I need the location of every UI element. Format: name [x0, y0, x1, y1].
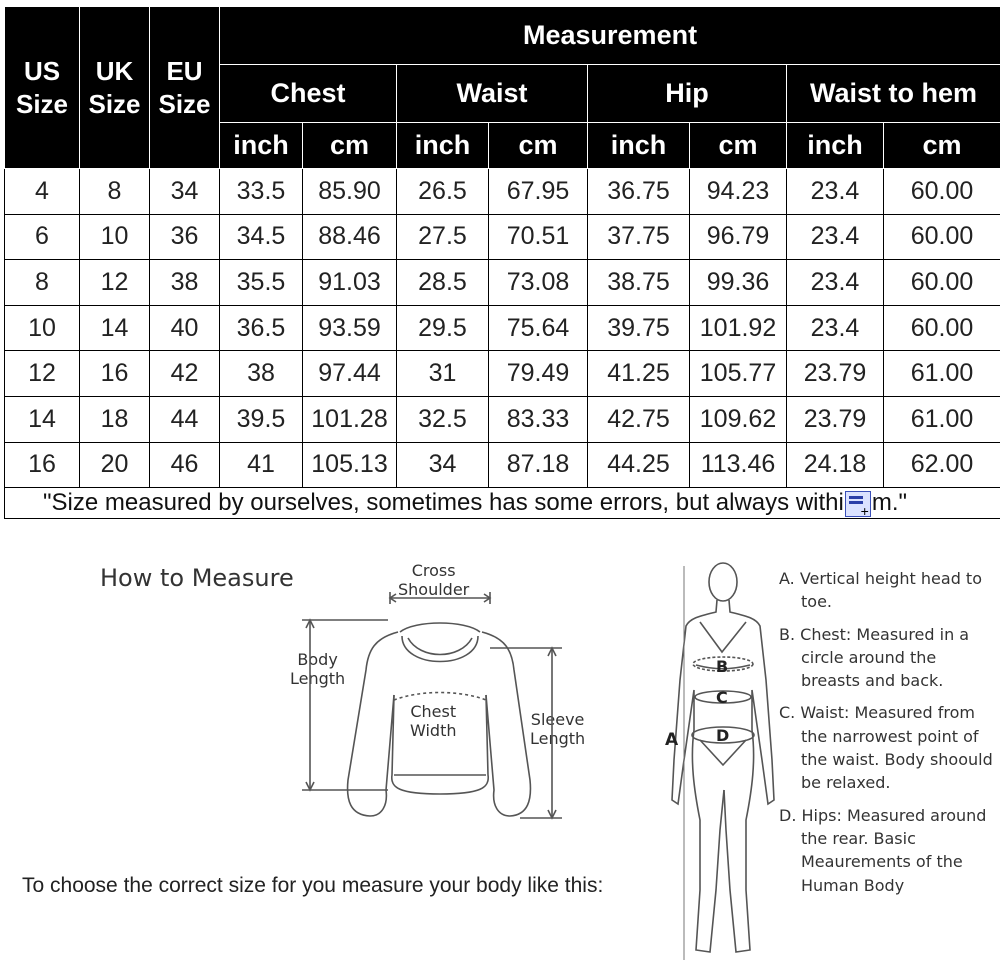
- waist-to-hem-header: Waist to hem: [787, 65, 1000, 123]
- table-cell: 105.13: [303, 442, 397, 488]
- table-cell: 62.00: [884, 442, 1000, 488]
- table-cell: 20: [80, 442, 150, 488]
- cross-shoulder-label: Cross Shoulder: [398, 561, 470, 599]
- size-note: [5, 488, 1000, 519]
- table-cell: 23.4: [787, 260, 884, 306]
- uk-size-header: UK Size: [80, 7, 150, 169]
- table-cell: 6: [5, 214, 80, 260]
- table-cell: 41: [220, 442, 303, 488]
- table-cell: 99.36: [690, 260, 787, 306]
- table-cell: 36.75: [588, 169, 690, 215]
- note-vertical-height: A. Vertical height head to toe.: [779, 569, 982, 612]
- hip-header: Hip: [588, 65, 787, 123]
- note-waist: C. Waist: Measured from the narrowest point of the waist. Body shoould be relaxed.: [779, 703, 993, 793]
- table-cell: 85.90: [303, 169, 397, 215]
- table-cell: 87.18: [489, 442, 588, 488]
- table-cell: 109.62: [690, 396, 787, 442]
- table-cell: 38: [220, 351, 303, 397]
- table-cell: 16: [80, 351, 150, 397]
- sleeve-length-label: Sleeve Length: [530, 710, 586, 748]
- body-length-label: Body Length: [290, 650, 346, 688]
- eu-size-header: EU Size: [150, 7, 220, 169]
- table-cell: 40: [150, 305, 220, 351]
- table-row: [5, 305, 1000, 351]
- unit-header: inch: [588, 123, 690, 169]
- table-cell: 39.75: [588, 305, 690, 351]
- table-cell: 35.5: [220, 260, 303, 306]
- table-cell: 60.00: [884, 214, 1000, 260]
- table-cell: 29.5: [397, 305, 489, 351]
- table-cell: 96.79: [690, 214, 787, 260]
- table-cell: 27.5: [397, 214, 489, 260]
- table-row: [5, 260, 1000, 306]
- table-cell: 24.18: [787, 442, 884, 488]
- table-cell: 60.00: [884, 260, 1000, 306]
- table-cell: 44.25: [588, 442, 690, 488]
- waist-header: Waist: [397, 65, 588, 123]
- table-cell: 46: [150, 442, 220, 488]
- table-cell: 83.33: [489, 396, 588, 442]
- garment-diagram: [290, 590, 580, 830]
- table-cell: 97.44: [303, 351, 397, 397]
- table-cell: 38: [150, 260, 220, 306]
- table-cell: 61.00: [884, 396, 1000, 442]
- table-cell: 23.4: [787, 305, 884, 351]
- table-cell: 101.92: [690, 305, 787, 351]
- table-cell: 41.25: [588, 351, 690, 397]
- table-cell: 34: [397, 442, 489, 488]
- table-cursor-icon: [845, 491, 871, 517]
- note-chest: B. Chest: Measured in a circle around the breasts and back.: [779, 624, 970, 691]
- table-cell: 44: [150, 396, 220, 442]
- table-cell: 36.5: [220, 305, 303, 351]
- body-diagram: [660, 560, 780, 968]
- table-cell: 8: [80, 169, 150, 215]
- body-letter-a: A: [665, 730, 679, 750]
- us-size-header: US Size: [5, 7, 80, 169]
- table-cell: 34.5: [220, 214, 303, 260]
- table-cell: 60.00: [884, 305, 1000, 351]
- table-cell: 70.51: [489, 214, 588, 260]
- body-letter-c: C: [716, 688, 728, 707]
- table-cell: 75.64: [489, 305, 588, 351]
- size-note-text: "Size measured by ourselves, sometimes has some errors, but always withi: [43, 489, 844, 517]
- unit-header: cm: [884, 123, 1000, 169]
- unit-header: cm: [489, 123, 588, 169]
- size-note-end: m.": [871, 489, 908, 517]
- how-to-measure-title: How to Measure: [100, 564, 294, 592]
- table-row: [5, 396, 1000, 442]
- body-letter-b: B: [716, 657, 729, 676]
- table-cell: 79.49: [489, 351, 588, 397]
- choose-size-text: To choose the correct size for you measure your body like this:: [22, 874, 604, 897]
- unit-header: inch: [787, 123, 884, 169]
- table-cell: 12: [80, 260, 150, 306]
- table-cell: 23.79: [787, 351, 884, 397]
- table-cell: 33.5: [220, 169, 303, 215]
- chest-width-label: Chest Width: [410, 702, 457, 740]
- table-cell: 73.08: [489, 260, 588, 306]
- table-cell: 31: [397, 351, 489, 397]
- unit-header: inch: [397, 123, 489, 169]
- table-cell: 23.79: [787, 396, 884, 442]
- table-cell: 26.5: [397, 169, 489, 215]
- table-cell: 61.00: [884, 351, 1000, 397]
- size-rows: [5, 169, 1000, 488]
- table-row: [5, 214, 1000, 260]
- table-cell: 4: [5, 169, 80, 215]
- size-chart-table: [4, 6, 1000, 519]
- table-row: [5, 351, 1000, 397]
- table-cell: 105.77: [690, 351, 787, 397]
- measurement-notes: [779, 567, 994, 906]
- table-cell: 113.46: [690, 442, 787, 488]
- table-cell: 10: [80, 214, 150, 260]
- table-cell: 23.4: [787, 214, 884, 260]
- table-cell: 42.75: [588, 396, 690, 442]
- table-cell: 93.59: [303, 305, 397, 351]
- table-cell: 88.46: [303, 214, 397, 260]
- body-letter-d: D: [716, 726, 730, 745]
- table-cell: 42: [150, 351, 220, 397]
- chest-header: Chest: [220, 65, 397, 123]
- table-cell: 101.28: [303, 396, 397, 442]
- table-cell: 60.00: [884, 169, 1000, 215]
- unit-header: cm: [303, 123, 397, 169]
- table-cell: 10: [5, 305, 80, 351]
- unit-header: inch: [220, 123, 303, 169]
- table-cell: 91.03: [303, 260, 397, 306]
- table-cell: 14: [5, 396, 80, 442]
- table-cell: 36: [150, 214, 220, 260]
- table-row: [5, 169, 1000, 215]
- table-cell: 8: [5, 260, 80, 306]
- table-cell: 12: [5, 351, 80, 397]
- table-cell: 39.5: [220, 396, 303, 442]
- table-cell: 94.23: [690, 169, 787, 215]
- table-row: [5, 442, 1000, 488]
- table-cell: 34: [150, 169, 220, 215]
- table-cell: 37.75: [588, 214, 690, 260]
- unit-header: cm: [690, 123, 787, 169]
- table-cell: 28.5: [397, 260, 489, 306]
- note-hips: D. Hips: Measured around the rear. Basic Meaurements of the Human Body: [779, 805, 987, 895]
- table-cell: 14: [80, 305, 150, 351]
- measurement-header: Measurement: [220, 7, 1000, 65]
- table-cell: 18: [80, 396, 150, 442]
- table-cell: 23.4: [787, 169, 884, 215]
- table-cell: 38.75: [588, 260, 690, 306]
- table-cell: 67.95: [489, 169, 588, 215]
- table-cell: 16: [5, 442, 80, 488]
- table-cell: 32.5: [397, 396, 489, 442]
